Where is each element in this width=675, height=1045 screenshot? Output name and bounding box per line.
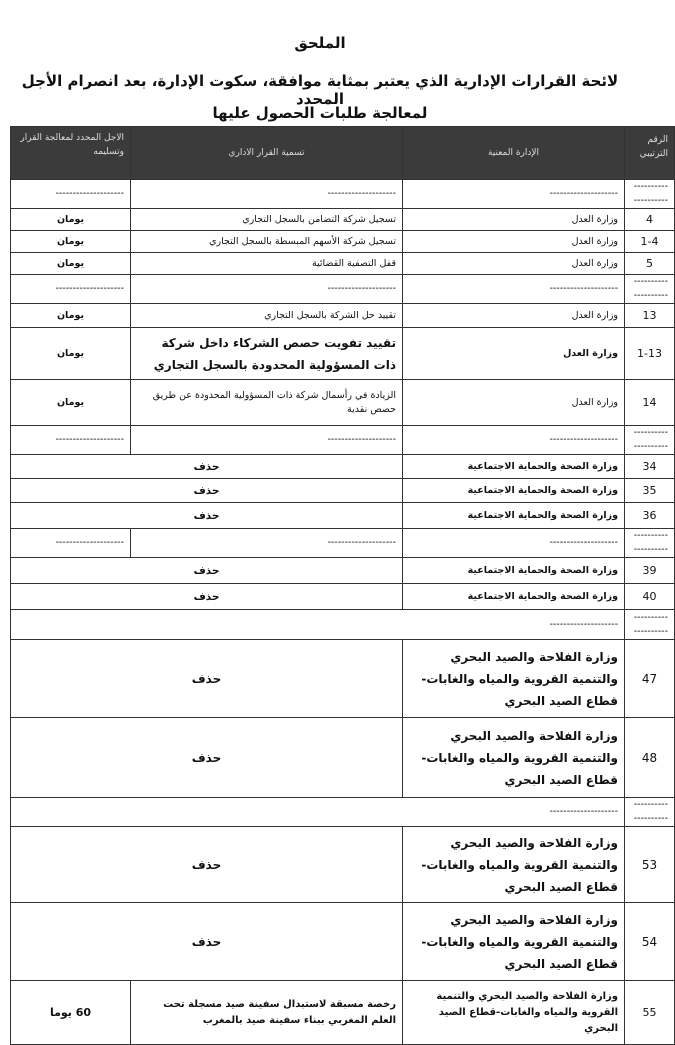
gap-cell: -------------------- [11, 180, 131, 209]
gap-cell: -------------------- [403, 180, 625, 209]
table-row [11, 231, 675, 253]
gap-cell: -------------------- [131, 529, 403, 558]
row-number: 54 [625, 903, 675, 981]
row-admin: وزارة العدل [403, 328, 625, 380]
row-number: 13 [625, 304, 675, 328]
row-decision: تسجيل شركة التضامن بالسجل التجاري [131, 209, 403, 231]
row-status: حذف [11, 479, 403, 503]
table-gap-row [11, 426, 675, 455]
table-row [11, 253, 675, 275]
row-admin: وزارة الصحة والحماية الاجتماعية [403, 479, 625, 503]
table-row [11, 455, 675, 479]
document-heading: الملحق [294, 34, 346, 52]
row-number: 47 [625, 640, 675, 718]
row-admin: وزارة العدل [403, 209, 625, 231]
gap-cell: -------------------- [625, 275, 675, 304]
table-row [11, 718, 675, 798]
table-gap-row [11, 529, 675, 558]
row-status: حذف [11, 718, 403, 798]
column-header-decision: تسمية القرار الاداري [131, 127, 403, 180]
row-number: 53 [625, 827, 675, 903]
table-gap-row [11, 275, 675, 304]
row-admin: وزارة الفلاحة والصيد البحري والتنمية القروية والمياه والغابات- قطاع الصيد البحري [403, 640, 625, 718]
row-number: 55 [625, 981, 675, 1045]
gap-cell: -------------------- [403, 426, 625, 455]
row-admin: وزارة الصحة والحماية الاجتماعية [403, 503, 625, 529]
row-number: 48 [625, 718, 675, 798]
row-status: حذف [11, 827, 403, 903]
row-deadline: يومان [11, 253, 131, 275]
column-header-admin: الإدارة المعنية [403, 127, 625, 180]
table-row [11, 328, 675, 380]
gap-cell: -------------------- [625, 610, 675, 640]
table-row [11, 558, 675, 584]
gap-cell: -------------------- [11, 610, 625, 640]
table-header-row [11, 127, 675, 180]
row-admin: وزارة الصحة والحماية الاجتماعية [403, 455, 625, 479]
row-admin: وزارة العدل [403, 253, 625, 275]
gap-cell: -------------------- [625, 426, 675, 455]
gap-cell: -------------------- [625, 180, 675, 209]
column-header-deadline: الاجل المحدد لمعالجة القرار وتسليمه [11, 127, 131, 180]
gap-cell: -------------------- [131, 180, 403, 209]
row-number: 1-13 [625, 328, 675, 380]
row-status: حذف [11, 503, 403, 529]
row-number: 36 [625, 503, 675, 529]
row-number: 5 [625, 253, 675, 275]
row-decision: رخصة مسبقة لاستبدال سفينة صيد مسجلة تحت العلم المغربي ببناء سفينة صيد بالمغرب [131, 981, 403, 1045]
row-deadline: يومان [11, 304, 131, 328]
table-row [11, 640, 675, 718]
row-deadline: يومان [11, 328, 131, 380]
table-gap-row [11, 798, 675, 827]
table-row [11, 503, 675, 529]
gap-cell: -------------------- [11, 529, 131, 558]
row-status: حذف [11, 903, 403, 981]
gap-cell: -------------------- [625, 529, 675, 558]
gap-cell: -------------------- [131, 426, 403, 455]
row-admin: وزارة الفلاحة والصيد البحري والتنمية القروية والمياه والغابات- قطاع الصيد البحري [403, 903, 625, 981]
row-number: 14 [625, 380, 675, 426]
row-deadline: يومان [11, 209, 131, 231]
row-admin: وزارة العدل [403, 380, 625, 426]
row-number: 4 [625, 209, 675, 231]
row-admin: وزارة الفلاحة والصيد البحري والتنمية القروية والمياه والغابات-قطاع الصيد البحري [403, 981, 625, 1045]
row-deadline: يومان [11, 380, 131, 426]
gap-cell: -------------------- [131, 275, 403, 304]
row-status: حذف [11, 455, 403, 479]
row-admin: وزارة الفلاحة والصيد البحري والتنمية القروية والمياه والغابات- قطاع الصيد البحري [403, 827, 625, 903]
row-number: 34 [625, 455, 675, 479]
row-admin: وزارة الصحة والحماية الاجتماعية [403, 558, 625, 584]
table-row [11, 827, 675, 903]
table-row [11, 479, 675, 503]
table-row [11, 380, 675, 426]
table-gap-row [11, 610, 675, 640]
document-subtitle-line-2: لمعالجة طلبات الحصول عليها [212, 104, 428, 122]
table-row [11, 584, 675, 610]
column-header-number: الرقم الترتيبي [625, 127, 675, 180]
gap-cell: -------------------- [403, 275, 625, 304]
table-gap-row [11, 180, 675, 209]
row-decision: قفل التصفية القضائية [131, 253, 403, 275]
row-admin: وزارة الصحة والحماية الاجتماعية [403, 584, 625, 610]
table-row [11, 903, 675, 981]
decisions-table [10, 126, 675, 1045]
row-status: حذف [11, 558, 403, 584]
row-admin: وزارة الفلاحة والصيد البحري والتنمية القروية والمياه والغابات- قطاع الصيد البحري [403, 718, 625, 798]
row-deadline: يومان [11, 231, 131, 253]
gap-cell: -------------------- [11, 275, 131, 304]
row-deadline: 60 يوما [11, 981, 131, 1045]
row-admin: وزارة العدل [403, 304, 625, 328]
gap-cell: -------------------- [625, 798, 675, 827]
row-status: حذف [11, 584, 403, 610]
row-decision: تسجيل شركة الأسهم المبسطة بالسجل التجاري [131, 231, 403, 253]
gap-cell: -------------------- [11, 798, 625, 827]
row-admin: وزارة العدل [403, 231, 625, 253]
table-row [11, 209, 675, 231]
gap-cell: -------------------- [11, 426, 131, 455]
gap-cell: -------------------- [403, 529, 625, 558]
table-row [11, 304, 675, 328]
table-row [11, 981, 675, 1045]
document-subtitle-line-1: لائحة القرارات الإدارية الذي يعتبر بمثابة موافقة، سكوت الإدارة، بعد انصرام الأجل المحدد [21, 72, 619, 108]
row-decision: الزيادة في رأسمال شركة ذات المسؤولية المحدودة عن طريق حصص نقدية [131, 380, 403, 426]
row-decision: تقييد حل الشركة بالسجل التجاري [131, 304, 403, 328]
row-number: 35 [625, 479, 675, 503]
row-number: 1-4 [625, 231, 675, 253]
row-decision: تقييد تفويت حصص الشركاء داخل شركة ذات المسؤولية المحدودة بالسجل التجاري [131, 328, 403, 380]
row-number: 39 [625, 558, 675, 584]
row-status: حذف [11, 640, 403, 718]
row-number: 40 [625, 584, 675, 610]
